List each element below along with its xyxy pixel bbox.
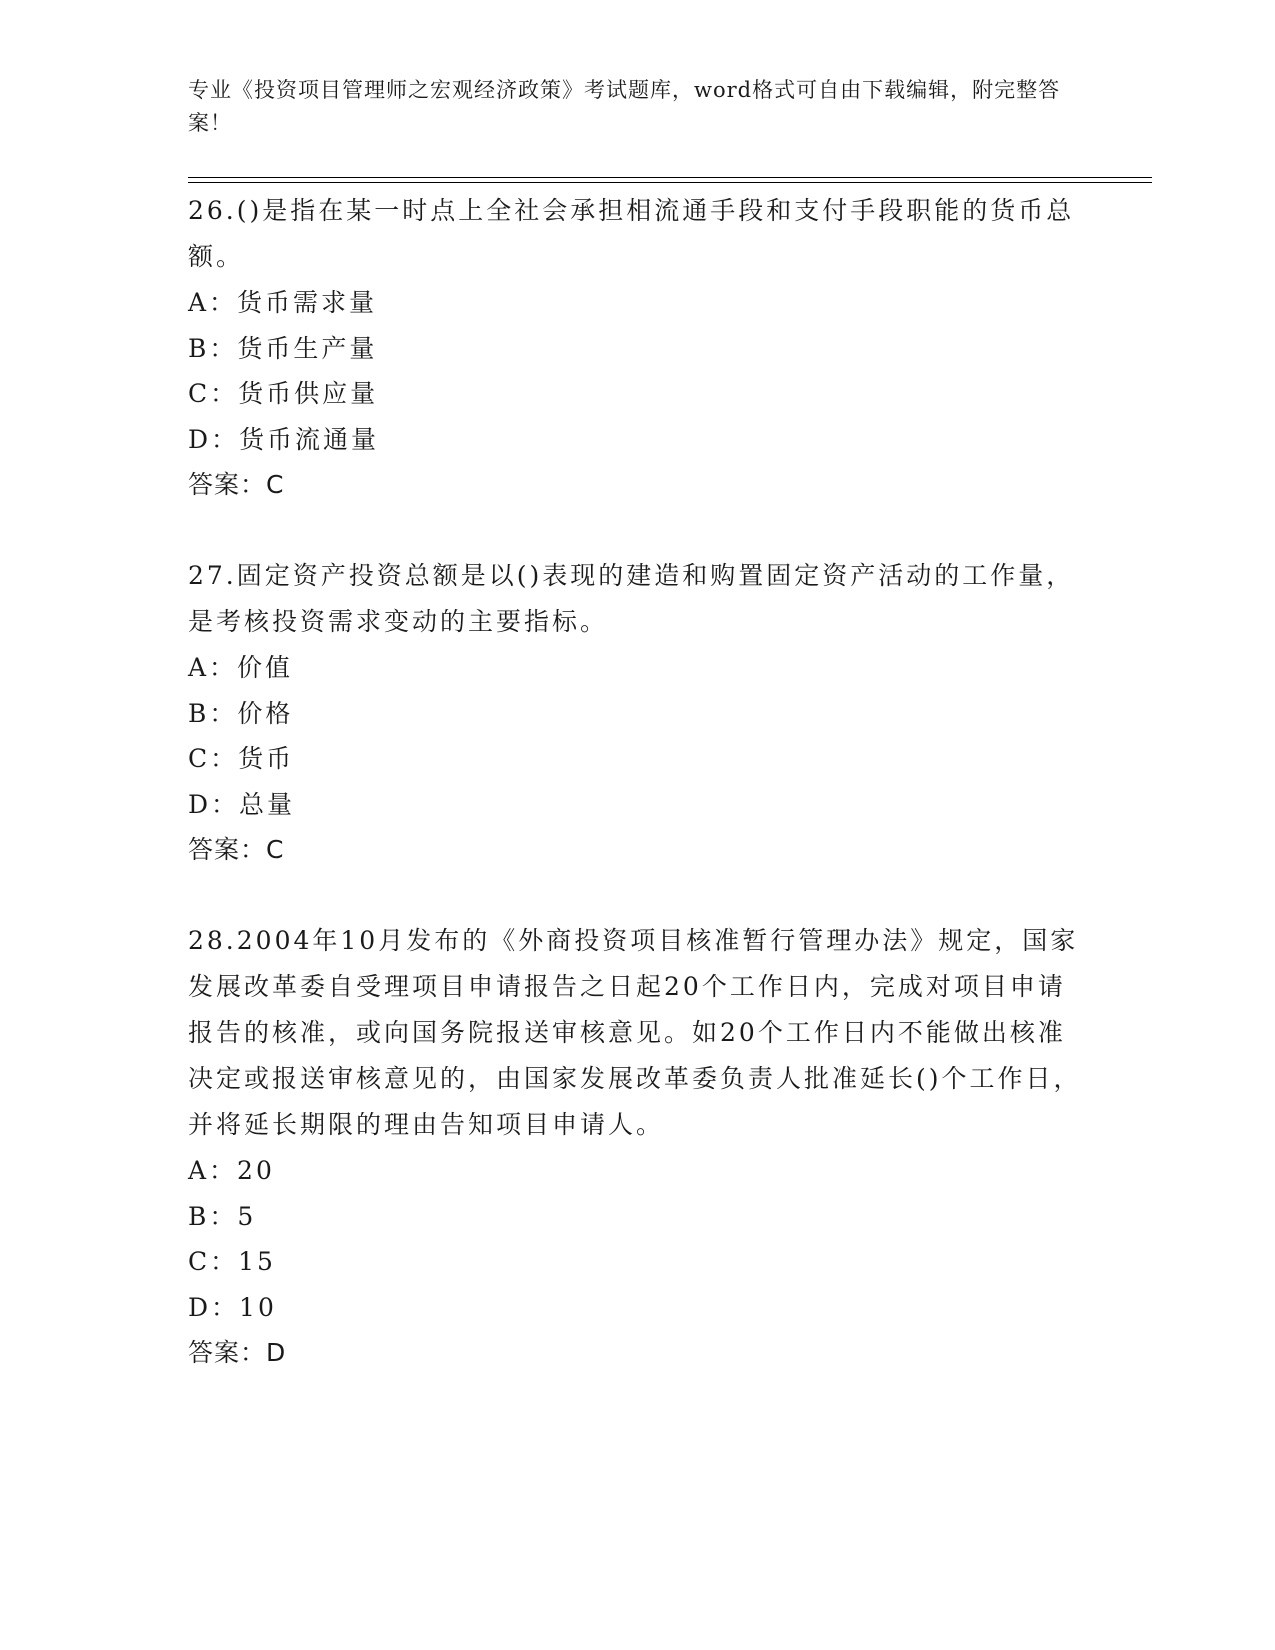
option-c: C：货币: [188, 744, 295, 773]
option-b: B：价格: [188, 698, 294, 728]
option-b: B：5: [188, 1201, 257, 1231]
header-divider-bottom: [188, 182, 1152, 183]
question-26: [188, 188, 1088, 507]
option-a: A：20: [188, 1156, 275, 1185]
option-d: D：货币流通量: [188, 424, 380, 454]
header-intro-text: 专业《投资项目管理师之宏观经济政策》考试题库，word格式可自由下载编辑，附完整答案！: [188, 78, 1061, 135]
option-b: B：货币生产量: [188, 333, 378, 363]
answer-line: 答案：C: [188, 835, 285, 864]
question-27: [188, 553, 1088, 872]
header-divider-top: [188, 177, 1152, 178]
answer-line: 答案：C: [188, 470, 285, 499]
question-stem: 27.固定资产投资总额是以()表现的建造和购置固定资产活动的工作量，是考核投资需求变动的主要指标。: [188, 561, 1075, 636]
question-28: [188, 918, 1088, 1375]
option-a: A：价值: [188, 653, 294, 682]
question-stem: 26.()是指在某一时点上全社会承担相流通手段和支付手段职能的货币总额。: [188, 196, 1075, 271]
question-stem: 28.2004年10月发布的《外商投资项目核准暂行管理办法》规定，国家发展改革委自受理项目申请报告之日起20个工作日内，完成对项目申请报告的核准，或向国务院报送审核意见。如20个工作日内不能做出核准决定或报送审核意见的，由国家发展改革委负责人批准延长()个工作日，并将延长期限的理由告知项目申请人。: [188, 926, 1082, 1139]
answer-line: 答案：D: [188, 1338, 287, 1367]
option-c: C：15: [188, 1247, 276, 1276]
option-c: C：货币供应量: [188, 379, 379, 408]
option-d: D：10: [188, 1292, 277, 1322]
option-d: D：总量: [188, 789, 296, 819]
document-header: [188, 74, 1088, 140]
option-a: A：货币需求量: [188, 288, 378, 317]
